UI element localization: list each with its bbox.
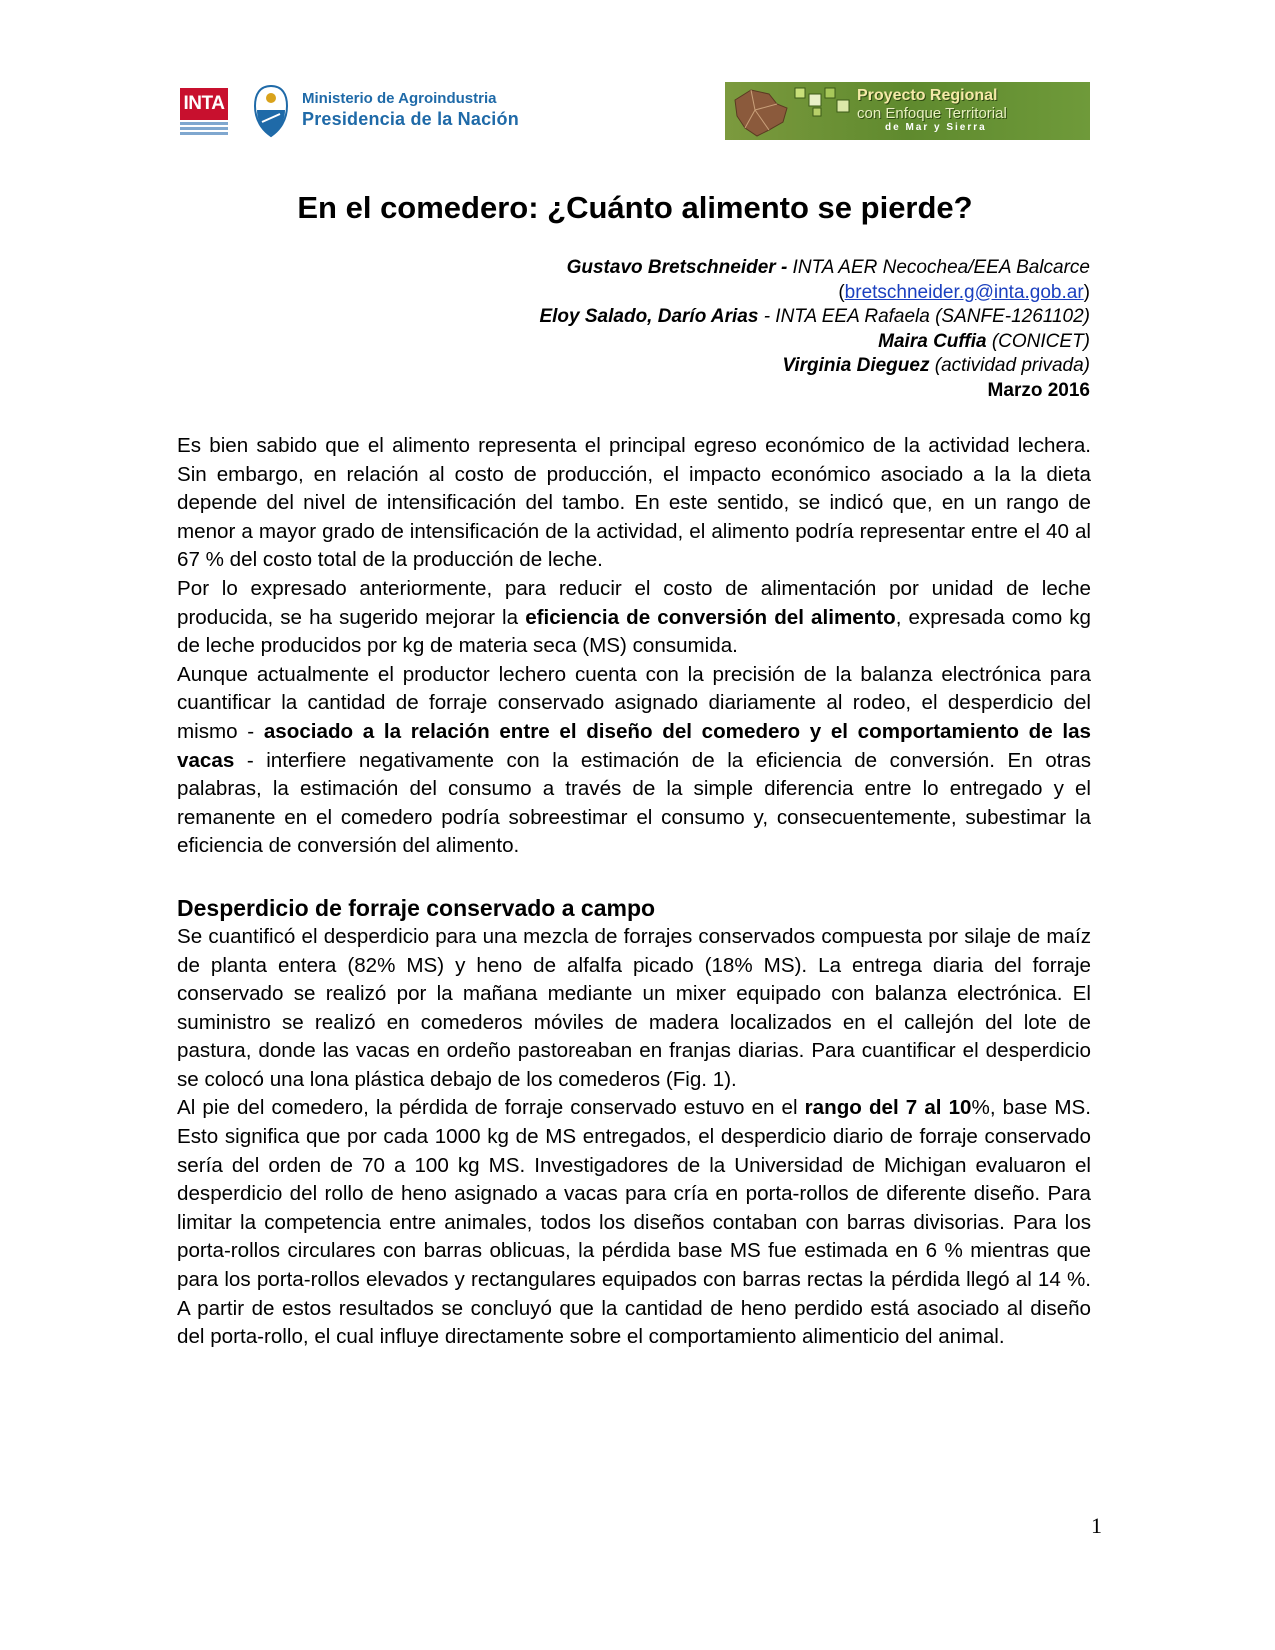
presidencia-line: Presidencia de la Nación — [302, 109, 519, 129]
author-affiliation: INTA AER Necochea/EEA Balcarce — [787, 257, 1090, 278]
text-run: Por lo expresado anteriormente, para reducir el costo de alimentación por unidad de leche producida, se ha sugerido mejorar la — [177, 576, 1091, 629]
document-body — [177, 432, 1091, 1352]
paragraph-2 — [177, 575, 1091, 661]
text-run: Al pie del comedero, la pérdida de forraje conservado estuvo en el — [177, 1096, 805, 1120]
author-name: Eloy Salado, Darío Arias — [539, 306, 759, 327]
paragraph-3 — [177, 661, 1091, 861]
inta-logo — [180, 88, 228, 136]
paragraph-1: Es bien sabido que el alimento representa el principal egreso económico de la actividad lechera. Sin embargo, en relación al costo de producción, el impacto económico asociado a la la dieta depende del nivel de intensificación del tambo. En este sentido, se indicó que, en un rango de menor a mayor grado de intensificación de la actividad, el alimento podría representar entre el 40 al 67 % del costo total de la producción de leche. — [177, 434, 1091, 572]
bold-text: eficiencia de conversión del alimento — [525, 605, 896, 629]
author-affiliation: - INTA EEA Rafaela (SANFE-1261102) — [758, 306, 1090, 327]
author-line-1 — [180, 256, 1090, 281]
author-email-line — [180, 281, 1090, 306]
paren-close: ) — [1083, 281, 1090, 303]
paren-open: ( — [838, 281, 845, 303]
page-header — [180, 80, 1090, 150]
paragraph-5 — [177, 1094, 1091, 1351]
author-name: Gustavo Bretschneider - — [566, 257, 788, 278]
author-name: Maira Cuffia — [878, 330, 987, 352]
inta-logo-stripes — [180, 122, 228, 136]
ministerio-logo-text — [302, 90, 519, 130]
proyecto-regional-banner — [725, 82, 1090, 140]
inta-logo-text: INTA — [180, 88, 228, 120]
argentina-shield-icon — [252, 84, 290, 138]
text-run: Aunque actualmente el productor lechero cuenta con la precisión de la balanza electrónica para cuantificar la cantidad de forraje conservado asignado diariamente al rodeo, el desperdicio del mismo - — [177, 662, 1091, 743]
squares-decoration-icon — [793, 86, 853, 120]
section-heading: Desperdicio de forraje conservado a campo — [177, 894, 656, 921]
author-email-link[interactable]: bretschneider.g@inta.gob.ar — [844, 281, 1084, 303]
author-line-4 — [180, 354, 1090, 379]
bold-text: rango del 7 al 10 — [804, 1096, 972, 1120]
document-title: En el comedero: ¿Cuánto alimento se pierde? — [297, 190, 973, 225]
author-line-3 — [180, 330, 1090, 355]
proyecto-subtitle: con Enfoque Territorial — [857, 105, 1007, 122]
text-run: %, base MS. Esto significa que por cada 1000 kg de MS entregados, el desperdicio diario de forraje conservado sería del orden de 70 a 100 kg MS. Investigadores de la Universidad de Michigan evaluaron el desperdicio del rollo de heno asignado a vacas para cría en porta-rollos de diferente diseño. Para limitar la competencia entre animales, todos los diseños contaban con barras divisorias. Para los porta-rollos circulares con barras oblicuas, la pérdida base MS fue estimada en 6 % mientras que para los porta-rollos elevados y rectangulares equipados con barras rectas la pérdida llegó al 14 %. A partir de estos resultados se concluyó que la cantidad de heno perdido está asociado al diseño del porta-rollo, el cual influye directamente sobre el comportamiento alimenticio del animal. — [177, 1096, 1091, 1349]
author-affiliation: (CONICET) — [986, 330, 1090, 352]
bold-text: asociado a la relación entre el diseño del comedero y el comportamiento de las vacas — [177, 719, 1091, 772]
paragraph-4: Se cuantificó el desperdicio para una mezcla de forrajes conservados compuesta por silaje de maíz de planta entera (82% MS) y heno de alfalfa picado (18% MS). La entrega diaria del forraje conservado se realizó por la mañana mediante un mixer equipado con balanza electrónica. El suministro se realizó en comederos móviles de madera localizados en el callejón del lote de pastura, donde las vacas en ordeño pastoreaban en franjas diarias. Para cuantificar el desperdicio se colocó una lona plástica debajo de los comederos (Fig. 1). — [177, 924, 1091, 1091]
text-run: - interfiere negativamente con la estimación de la eficiencia de conversión. En otras palabras, la estimación del consumo a través de la simple diferencia entre lo entregado y el remanente en el comedero podría sobreestimar el consumo y, consecuentemente, subestimar la eficiencia de conversión del alimento. — [177, 748, 1091, 858]
author-name: Virginia Dieguez — [782, 355, 930, 376]
document-date: Marzo 2016 — [987, 379, 1090, 401]
ministerio-line: Ministerio de Agroindustria — [302, 90, 497, 107]
proyecto-title: Proyecto Regional — [857, 87, 998, 104]
proyecto-text — [857, 87, 1007, 134]
region-map-icon — [729, 86, 793, 138]
author-line-2 — [180, 305, 1090, 330]
author-affiliation: (actividad privada) — [929, 355, 1090, 376]
proyecto-region: de Mar y Sierra — [885, 122, 987, 133]
text-run: , expresada como kg de leche producidos por kg de materia seca (MS) consumida. — [177, 605, 1091, 658]
page-number: 1 — [1091, 1513, 1102, 1538]
authors-block — [180, 256, 1090, 403]
